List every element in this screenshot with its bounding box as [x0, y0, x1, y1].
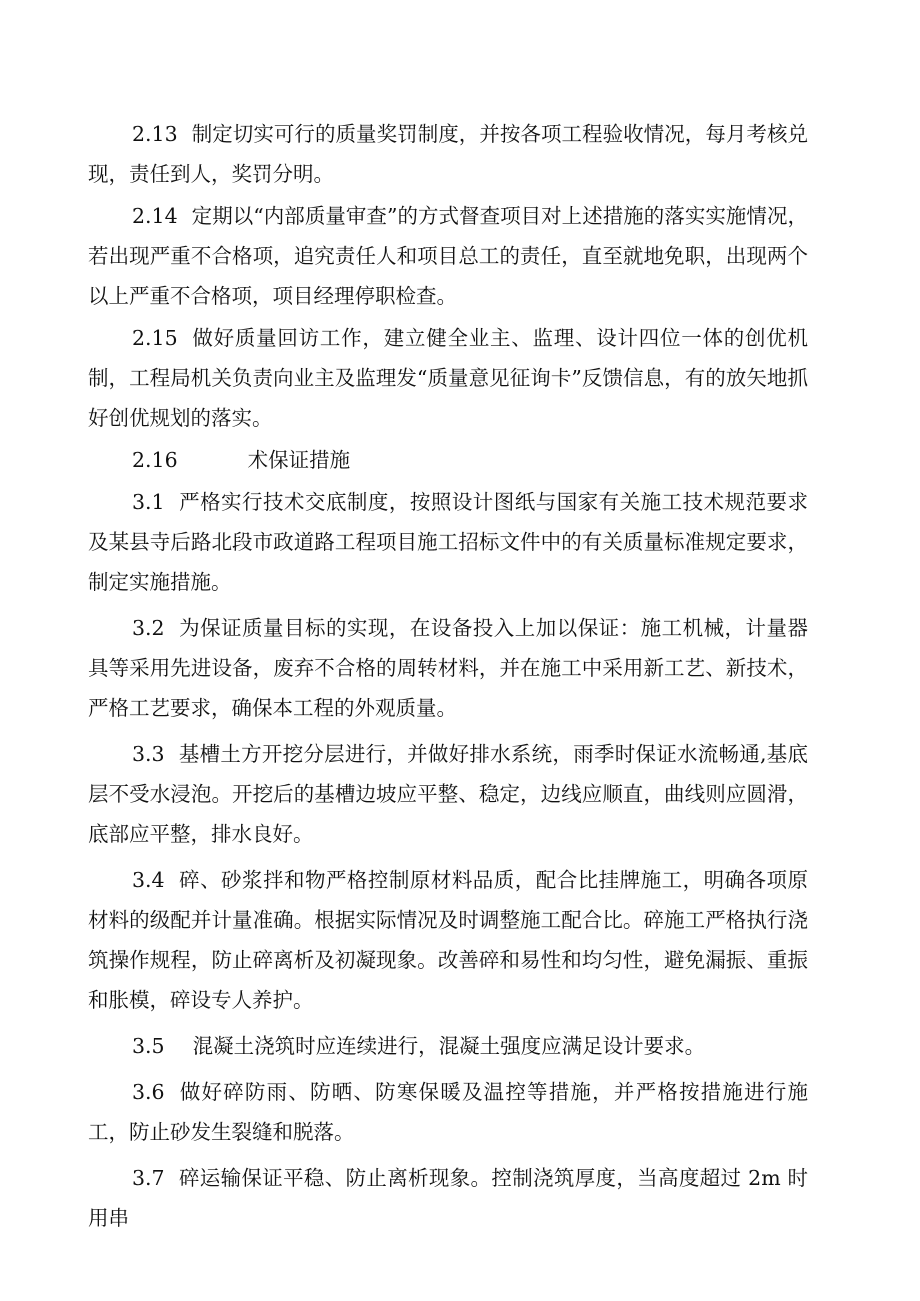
paragraph-3-6 [88, 1072, 808, 1152]
paragraph-3-4 [88, 860, 808, 1020]
paragraph-text: 为保证质量目标的实现，在设备投入上加以保证：施工机械，计量器具等采用先进设备，废弃不合格的周转材料，并在施工中采用新工艺、新技术，严格工艺要求，确保本工程的外观质量。 [88, 616, 808, 720]
paragraph-number: 3.1 [132, 490, 165, 514]
paragraph-text: 做好碎防雨、防晒、防寒保暖及温控等措施，并严格按措施进行施工，防止砂发生裂缝和脱落。 [88, 1080, 808, 1144]
paragraph-number: 3.7 [132, 1166, 165, 1190]
paragraph-3-5 [88, 1026, 808, 1066]
paragraph-text: 基槽土方开挖分层进行，并做好排水系统，雨季时保证水流畅通,基底层不受水浸泡。开挖后的基槽边坡应平整、稳定，边线应顺直，曲线则应圆滑，底部应平整，排水良好。 [88, 742, 808, 846]
paragraph-2-13 [88, 114, 808, 194]
paragraph-text: 严格实行技术交底制度，按照设计图纸与国家有关施工技术规范要求及某县寺后路北段市政道路工程项目施工招标文件中的有关质量标准规定要求，制定实施措施。 [88, 490, 808, 594]
paragraph-number: 2.16 [132, 448, 178, 472]
paragraph-number: 3.2 [132, 616, 165, 640]
paragraph-number: 2.14 [132, 204, 178, 228]
paragraph-2-15 [88, 318, 808, 438]
paragraph-3-2 [88, 608, 808, 728]
paragraph-3-1 [88, 482, 808, 602]
paragraph-text: 碎运输保证平稳、防止离析现象。控制浇筑厚度，当高度超过 2m 时用串 [88, 1166, 808, 1230]
paragraph-2-16 [88, 440, 808, 480]
paragraph-3-7 [88, 1158, 808, 1238]
paragraph-number: 2.13 [132, 122, 178, 146]
paragraph-text: 制定切实可行的质量奖罚制度，并按各项工程验收情况，每月考核兑现，责任到人，奖罚分明。 [88, 122, 808, 186]
paragraph-number: 3.4 [132, 868, 165, 892]
paragraph-number: 3.6 [132, 1080, 165, 1104]
paragraph-text: 术保证措施 [247, 448, 351, 472]
paragraph-text: 做好质量回访工作，建立健全业主、监理、设计四位一体的创优机制，工程局机关负责向业主及监理发“质量意见征询卡”反馈信息，有的放矢地抓好创优规划的落实。 [88, 326, 808, 430]
paragraph-3-3 [88, 734, 808, 854]
paragraph-number: 3.3 [132, 742, 165, 766]
document-body [88, 114, 808, 1240]
paragraph-text: 碎、砂浆拌和物严格控制原材料品质，配合比挂牌施工，明确各项原材料的级配并计量准确。根据实际情况及时调整施工配合比。碎施工严格执行浇筑操作规程，防止碎离析及初凝现象。改善碎和易性和均匀性，避免漏振、重振和胀模，碎设专人养护。 [88, 868, 808, 1012]
paragraph-2-14 [88, 196, 808, 316]
paragraph-text: 定期以“内部质量审查”的方式督查项目对上述措施的落实实施情况，若出现严重不合格项，追究责任人和项目总工的责任，直至就地免职，出现两个以上严重不合格项，项目经理停职检查。 [88, 204, 808, 308]
paragraph-number: 2.15 [132, 326, 178, 350]
paragraph-number: 3.5 [132, 1034, 165, 1058]
paragraph-text: 混凝土浇筑时应连续进行，混凝土强度应满足设计要求。 [192, 1034, 706, 1058]
